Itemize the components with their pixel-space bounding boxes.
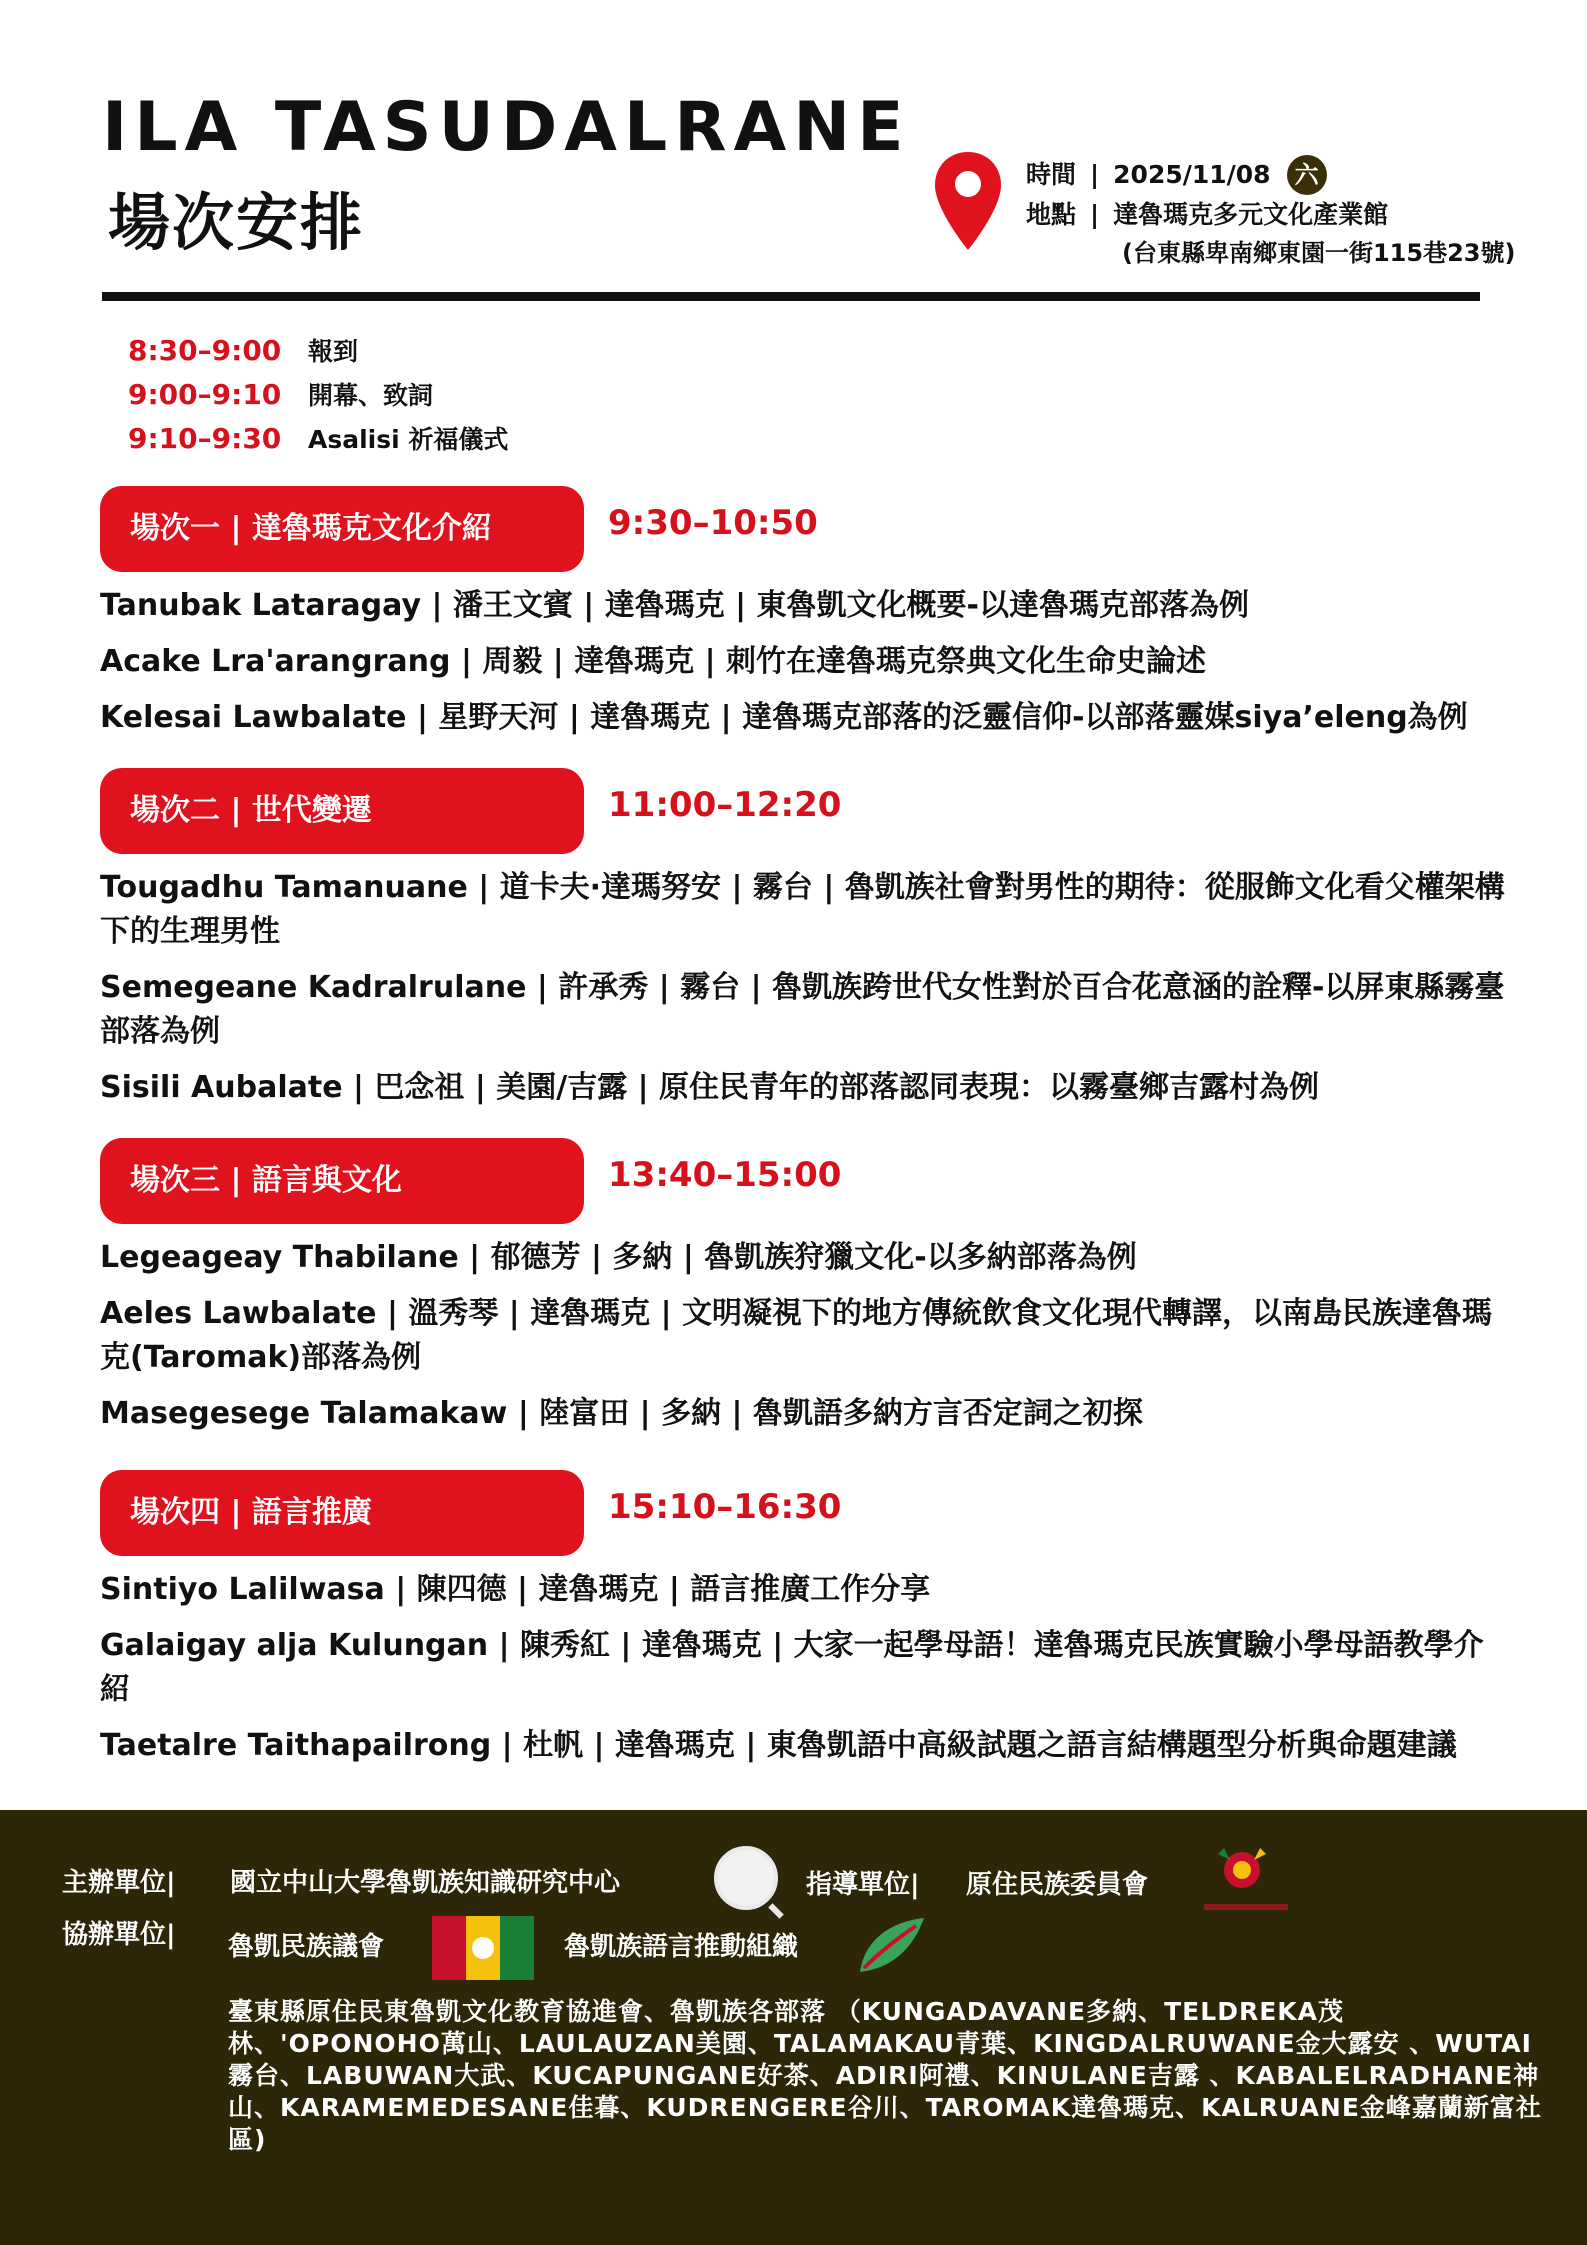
talk-list	[100, 866, 1510, 1110]
separator: |	[1090, 200, 1100, 229]
time-label: 時間	[1026, 160, 1077, 189]
coorganizer-label: 協辦單位|	[62, 1920, 176, 1950]
location-pin-icon	[932, 150, 1004, 254]
opening-agenda	[128, 332, 508, 464]
talk-item: Sintiyo Lalilwasa | 陳四德 | 達魯瑪克 | 語言推廣工作分享	[100, 1572, 931, 1607]
weekday-badge: 六	[1287, 155, 1327, 195]
talk-item: Sisili Aubalate | 巴念祖 | 美園/吉露 | 原住民青年的部落認同表現：以霧臺鄉吉露村為例	[100, 1070, 1320, 1105]
council-of-indigenous-peoples-logo	[1200, 1844, 1292, 1924]
session-title: 場次二 | 世代變遷	[100, 768, 584, 854]
talk-item: Acake Lra'arangrang | 周毅 | 達魯瑪克 | 刺竹在達魯瑪克祭典文化生命史論述	[100, 644, 1207, 679]
agenda-label: 開幕、致詞	[308, 381, 434, 410]
talk-item: Semegeane Kadralrulane | 許承秀 | 霧台 | 魯凱族跨世代女性對於百合花意涵的詮釋-以屏東縣霧臺部落為例	[100, 970, 1505, 1049]
venue-address: (台東縣卑南鄉東園一街115巷23號)	[1122, 239, 1516, 267]
host-label: 主辦單位|	[62, 1868, 176, 1898]
place-label: 地點	[1026, 200, 1077, 229]
agenda-label: 報到	[308, 337, 359, 366]
session-time: 15:10–16:30	[608, 1487, 842, 1527]
session-time: 11:00–12:20	[608, 785, 842, 825]
coorganizer-1: 魯凱民族議會	[228, 1932, 385, 1962]
talk-item: Tanubak Lataragay | 潘王文賓 | 達魯瑪克 | 東魯凱文化概要-以達魯瑪克部落為例	[100, 588, 1249, 623]
talk-list	[100, 584, 1510, 740]
guide-name: 原住民族委員會	[966, 1870, 1149, 1900]
coorganizer-2: 魯凱族語言推動組織	[564, 1932, 799, 1962]
venue-name: 達魯瑪克多元文化產業館	[1113, 200, 1389, 229]
guide-label: 指導單位|	[806, 1870, 920, 1900]
event-title: ILA TASUDALRANE	[102, 88, 911, 167]
agenda-time: 9:00–9:10	[128, 378, 282, 411]
talk-item: Legeageay Thabilane | 郁德芳 | 多納 | 魯凱族狩獵文化-以多納部落為例	[100, 1240, 1137, 1275]
talk-item: Tougadhu Tamanuane | 道卡夫·達瑪努安 | 霧台 | 魯凱族社會對男性的期待：從服飾文化看父權架構下的生理男性	[100, 870, 1505, 949]
host-name: 國立中山大學魯凱族知識研究中心	[230, 1868, 621, 1898]
session-4	[100, 1470, 1510, 1780]
session-header	[100, 1138, 1510, 1224]
page-subtitle: 場次安排	[108, 186, 365, 259]
agenda-time: 9:10–9:30	[128, 422, 282, 455]
agenda-item	[128, 332, 508, 376]
language-org-leaf-logo	[854, 1912, 930, 1980]
rukai-flag-logo	[432, 1916, 534, 1980]
talk-item: Masegesege Talamakaw | 陸富田 | 多納 | 魯凱語多納方言否定詞之初探	[100, 1396, 1143, 1431]
session-header	[100, 1470, 1510, 1556]
event-date: 2025/11/08	[1113, 160, 1271, 189]
session-header	[100, 768, 1510, 854]
session-2	[100, 768, 1510, 1122]
date-row	[1026, 155, 1515, 195]
session-1	[100, 486, 1510, 752]
talk-item: Taetalre Taithapailrong | 杜帆 | 達魯瑪克 | 東魯凱語中高級試題之語言結構題型分析與命題建議	[100, 1728, 1457, 1763]
session-title: 場次三 | 語言與文化	[100, 1138, 584, 1224]
session-title: 場次一 | 達魯瑪克文化介紹	[100, 486, 584, 572]
session-3	[100, 1138, 1510, 1448]
organizers-footer	[0, 1810, 1587, 2245]
agenda-item	[128, 420, 508, 464]
session-header	[100, 486, 1510, 572]
agenda-time: 8:30–9:00	[128, 334, 282, 367]
header-divider	[102, 292, 1480, 301]
session-time: 13:40–15:00	[608, 1155, 842, 1195]
coorganizer-list: 臺東縣原住民東魯凱文化教育協進會、魯凱族各部落 （KUNGADAVANE多納、TELDREKA茂林、'OPONOHO萬山、LAULAUZAN美園、TALAMAKAU青葉、KINGDALRUWANE金大露安 、WUTAI霧台、LABUWAN大武、KUCAPUNGANE好茶、ADIRI阿禮、KINULANE吉露 、KABALELRADHANE神山、KARAMEMEDESANE佳暮、KUDRENGERE谷川、TAROMAK達魯瑪克、KALRUANE金峰嘉蘭新富社區)	[228, 1997, 1542, 2154]
agenda-label: Asalisi 祈福儀式	[308, 425, 509, 454]
session-time: 9:30–10:50	[608, 503, 818, 543]
session-title: 場次四 | 語言推廣	[100, 1470, 584, 1556]
talk-item: Galaigay alja Kulungan | 陳秀紅 | 達魯瑪克 | 大家一起學母語！達魯瑪克民族實驗小學母語教學介紹	[100, 1628, 1484, 1707]
talk-list	[100, 1568, 1510, 1768]
venue-row	[1026, 195, 1515, 235]
event-info	[1026, 155, 1515, 271]
agenda-item	[128, 376, 508, 420]
talk-item: Kelesai Lawbalate | 星野天河 | 達魯瑪克 | 達魯瑪克部落的泛靈信仰-以部落靈媒siya’eleng為例	[100, 700, 1468, 735]
talk-list	[100, 1236, 1510, 1436]
talk-item: Aeles Lawbalate | 溫秀琴 | 達魯瑪克 | 文明凝視下的地方傳統飲食文化現代轉譯，以南島民族達魯瑪克(Taromak)部落為例	[100, 1296, 1493, 1375]
separator: |	[1090, 160, 1100, 189]
nsysu-logo	[714, 1846, 778, 1910]
